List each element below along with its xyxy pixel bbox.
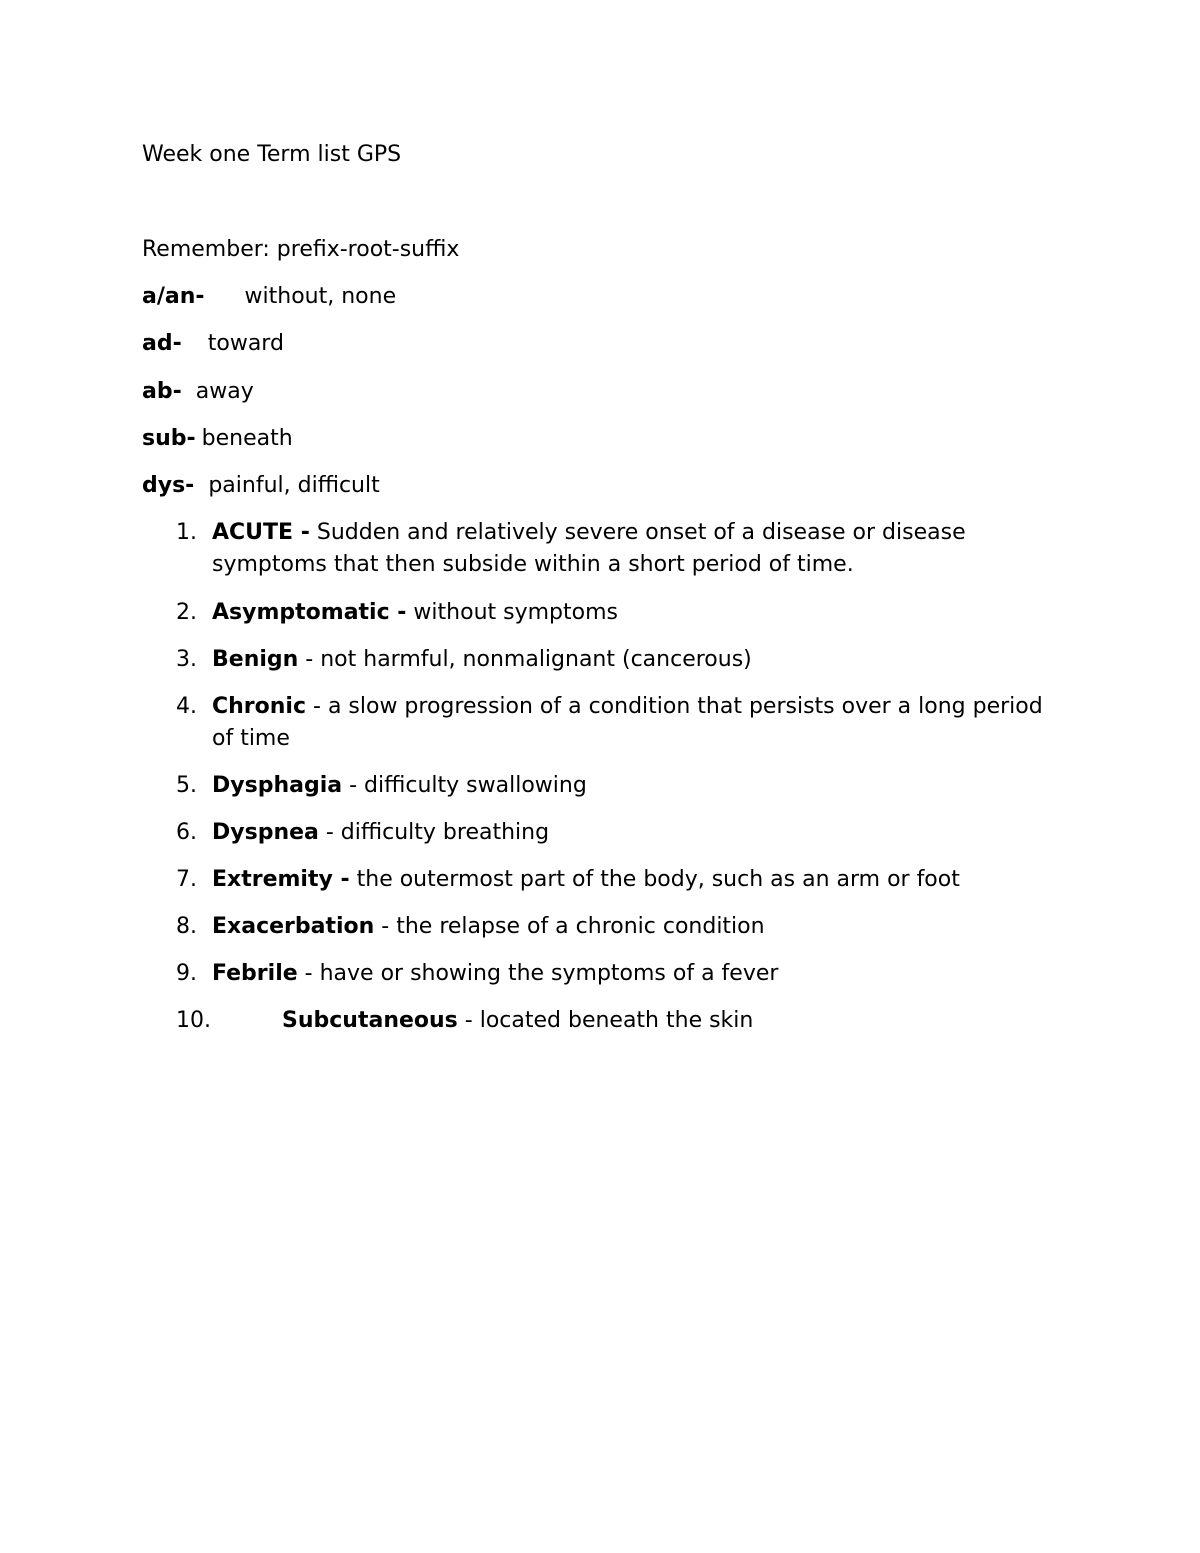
prefix-row	[142, 282, 396, 312]
list-item	[176, 817, 1056, 849]
list-number: 1.	[176, 520, 197, 545]
prefix-term: ab-	[142, 379, 182, 404]
term-name: Dysphagia	[212, 773, 343, 798]
term-name: Febrile	[212, 961, 298, 986]
term-definition: - located beneath the skin	[457, 1008, 754, 1033]
list-number: 4.	[176, 694, 197, 719]
list-item	[176, 770, 1056, 802]
prefix-term: sub-	[142, 426, 196, 451]
list-number: 9.	[176, 961, 197, 986]
term-name: Exacerbation	[212, 914, 375, 939]
term-definition: - have or showing the symptoms of a fever	[297, 961, 779, 986]
list-number: 2.	[176, 600, 197, 625]
list-number: 7.	[176, 867, 197, 892]
prefix-term: dys-	[142, 473, 195, 498]
list-item	[176, 517, 1056, 581]
list-item	[176, 911, 1056, 943]
term-name: Chronic	[212, 694, 307, 719]
prefix-meaning: beneath	[201, 426, 293, 451]
prefix-term: ad-	[142, 331, 182, 356]
prefix-meaning: without, none	[244, 284, 397, 309]
term-name: Asymptomatic -	[212, 600, 407, 625]
prefix-term: a/an-	[142, 284, 205, 309]
list-item	[176, 958, 1056, 990]
term-name: Extremity -	[212, 867, 350, 892]
term-name: ACUTE -	[212, 520, 310, 545]
term-name: Subcutaneous	[282, 1008, 458, 1033]
prefix-row	[142, 377, 254, 407]
term-definition: - the relapse of a chronic condition	[374, 914, 765, 939]
list-number: 8.	[176, 914, 197, 939]
list-number: 10.	[176, 1008, 211, 1033]
term-definition: without symptoms	[406, 600, 618, 625]
prefix-row	[142, 471, 380, 501]
term-name: Dyspnea	[212, 820, 319, 845]
prefix-meaning: toward	[207, 331, 284, 356]
list-number: 5.	[176, 773, 197, 798]
document-title: Week one Term list GPS	[142, 142, 402, 167]
list-number: 6.	[176, 820, 197, 845]
prefix-meaning: away	[195, 379, 254, 404]
term-definition: - a slow progression of a condition that persists over a long period of time	[212, 694, 1043, 751]
term-definition: - not harmful, nonmalignant (cancerous)	[298, 647, 752, 672]
term-definition: - difficulty swallowing	[342, 773, 587, 798]
term-definition: Sudden and relatively severe onset of a disease or disease symptoms that then subside within a short period of time.	[212, 520, 966, 577]
prefix-row	[142, 424, 293, 454]
list-item	[176, 1005, 1056, 1037]
prefix-meaning: painful, difficult	[208, 473, 380, 498]
term-name: Benign	[212, 647, 299, 672]
prefix-row	[142, 329, 284, 359]
list-item	[176, 691, 1056, 755]
list-item	[176, 644, 1056, 676]
list-item	[176, 864, 1056, 896]
list-number: 3.	[176, 647, 197, 672]
list-item	[176, 597, 1056, 629]
reminder-line: Remember: prefix-root-suffix	[142, 237, 460, 262]
term-definition: - difficulty breathing	[318, 820, 550, 845]
term-definition: the outermost part of the body, such as an arm or foot	[349, 867, 960, 892]
